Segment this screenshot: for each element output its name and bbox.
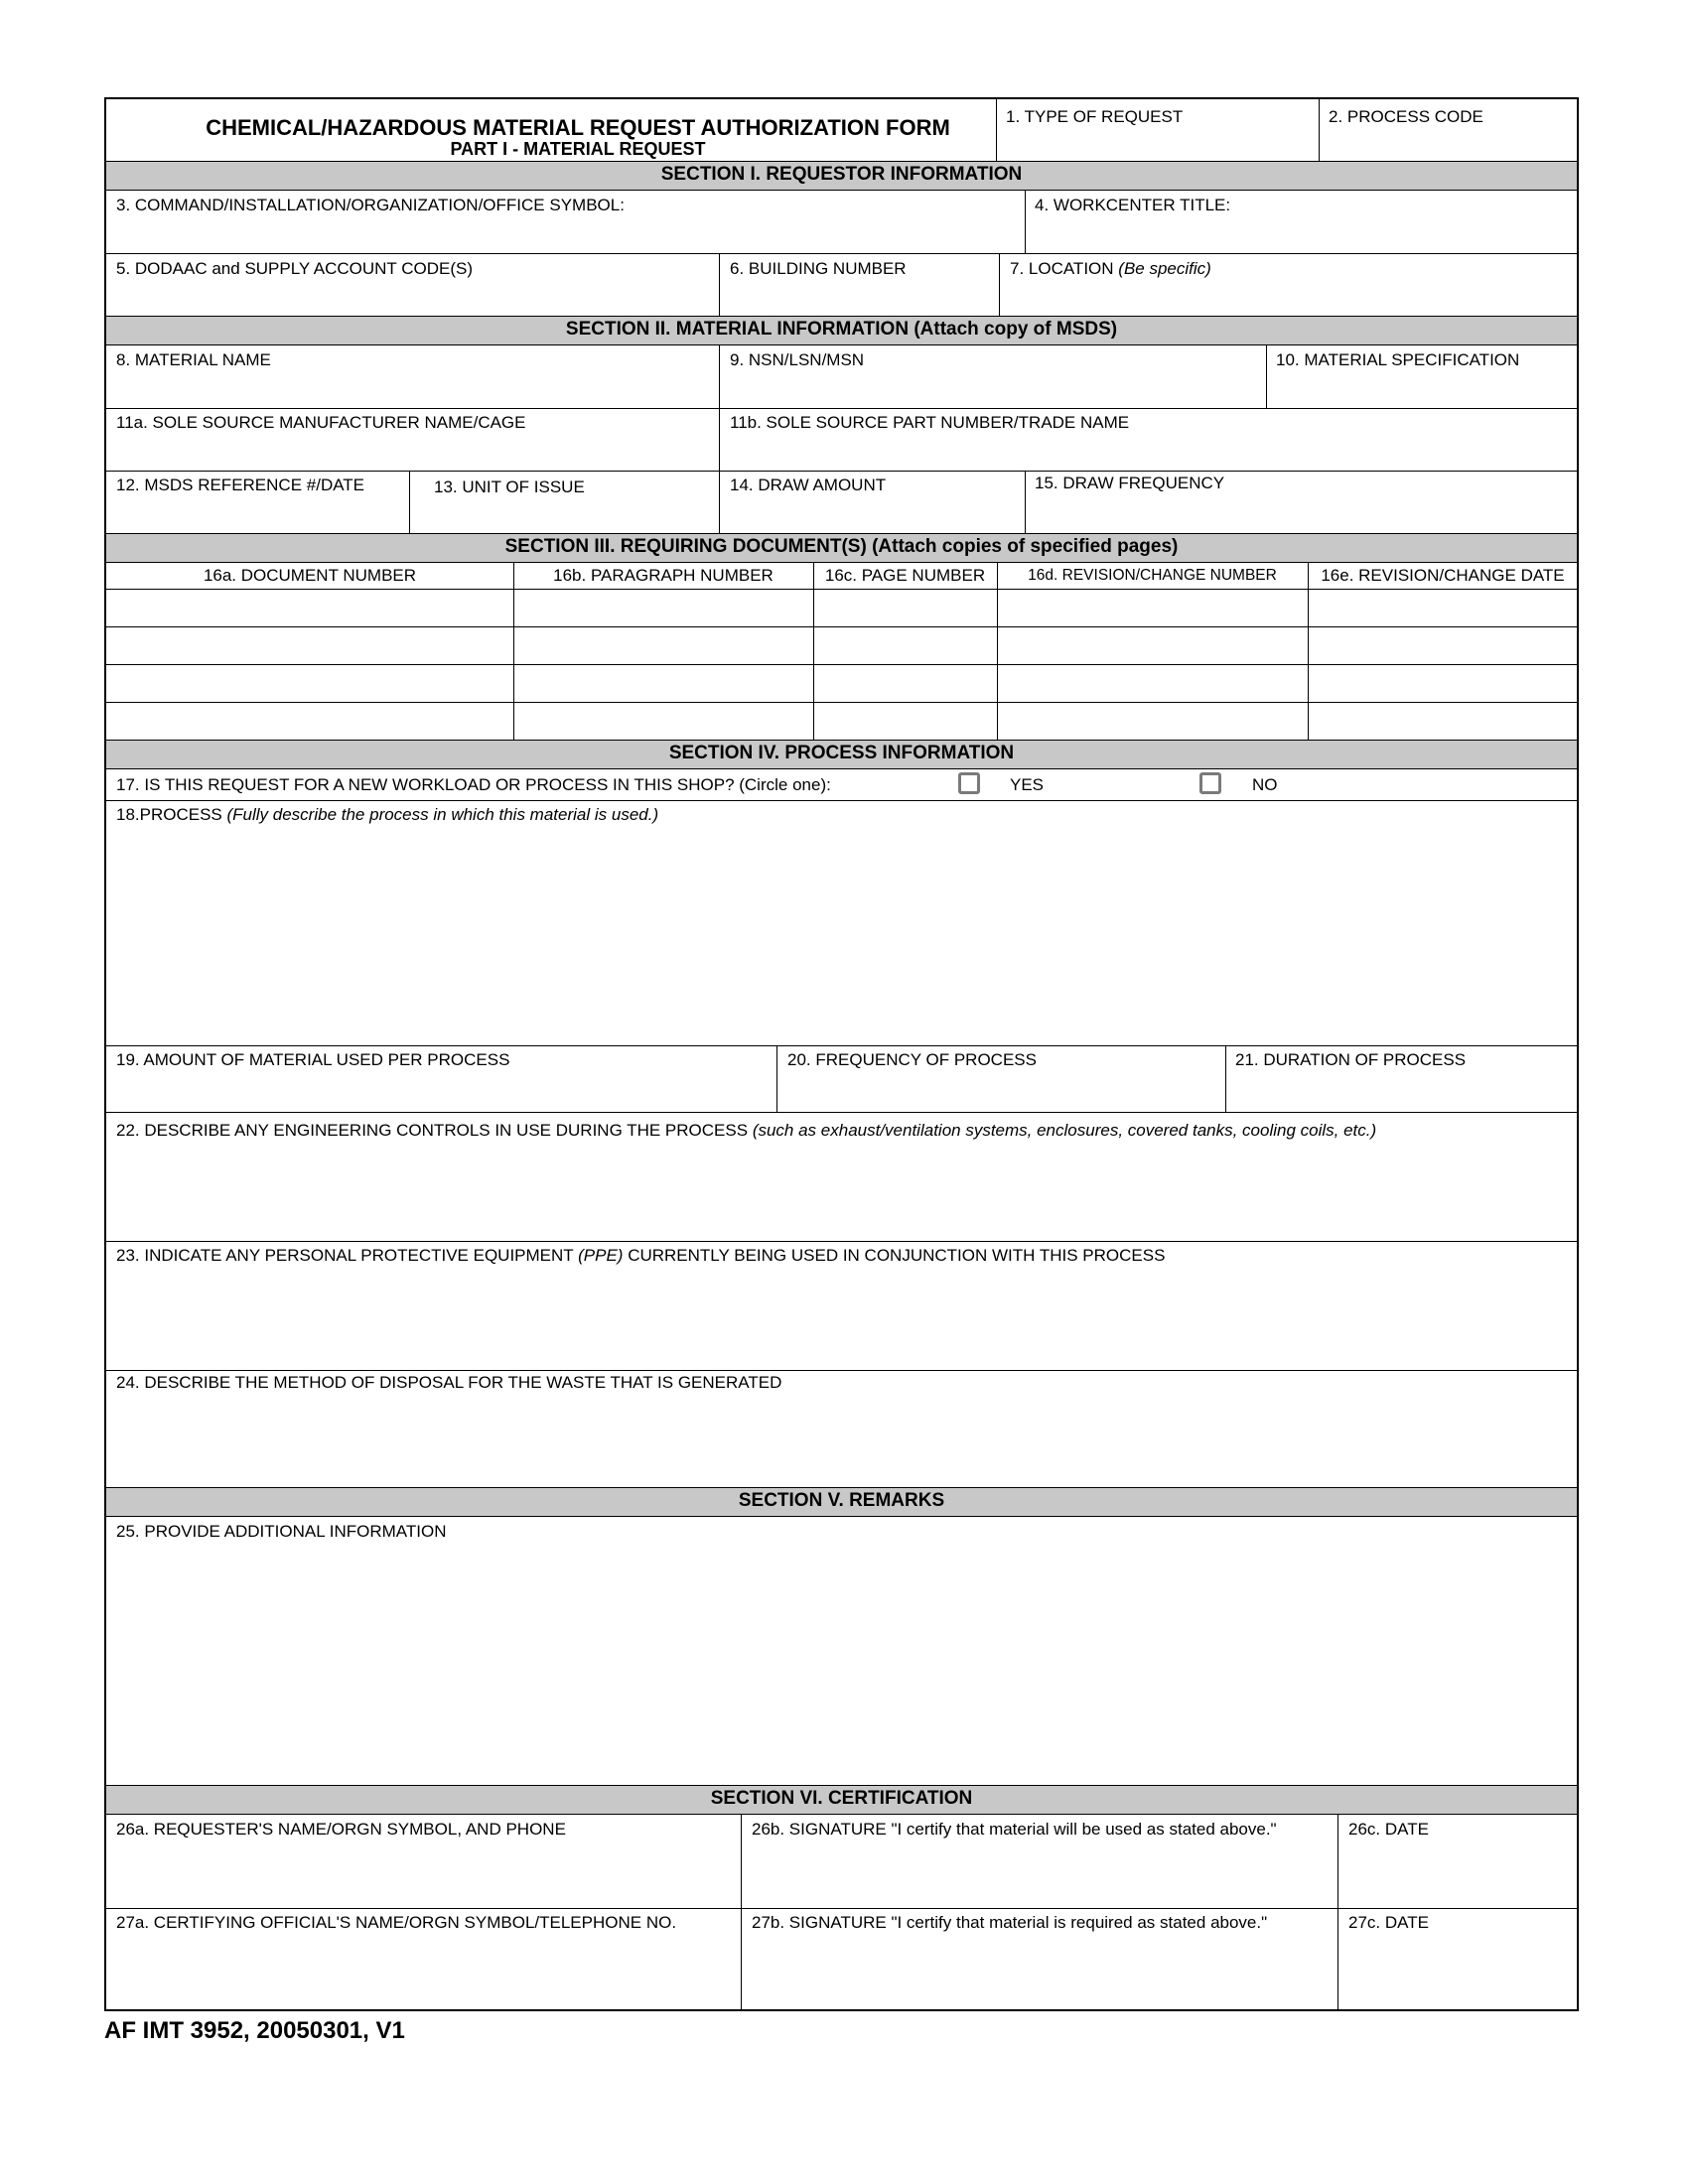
dodaac-label: 5. DODAAC and SUPPLY ACCOUNT CODE(S) [116,259,473,278]
material-name-label: 8. MATERIAL NAME [116,350,271,369]
no-label: NO [1252,775,1278,794]
request-form [104,97,1579,2011]
workcenter-field[interactable] [1028,218,1574,250]
divider [106,408,1577,409]
process-code-label: 2. PROCESS CODE [1329,107,1483,126]
requester-name-field[interactable] [108,1843,738,1905]
q17-label: 17. IS THIS REQUEST FOR A NEW WORKLOAD OR PROCESS IN THIS SHOP? (Circle one): [116,775,831,794]
q22-label [116,1121,1376,1141]
type-of-request-field[interactable] [998,129,1316,159]
doc-cell[interactable] [1310,704,1574,739]
divider [106,800,1577,801]
material-spec-field[interactable] [1269,373,1574,405]
process-description-field[interactable] [108,829,1574,1042]
additional-info-field[interactable] [108,1545,1574,1783]
q19-label: 19. AMOUNT OF MATERIAL USED PER PROCESS [116,1050,510,1069]
location-note: (Be specific) [1118,259,1211,278]
divider [813,563,814,740]
divider [719,408,720,471]
workcenter-label: 4. WORKCENTER TITLE: [1035,196,1231,214]
divider [106,1908,1577,1909]
material-spec-label: 10. MATERIAL SPECIFICATION [1276,350,1520,369]
q26a-label: 26a. REQUESTER'S NAME/ORGN SYMBOL, AND PHONE [116,1820,566,1839]
divider [513,563,514,740]
requester-date-field[interactable] [1340,1843,1574,1905]
draw-amount-label: 14. DRAW AMOUNT [730,476,887,494]
divider [106,1045,1577,1046]
doc-cell[interactable] [999,704,1306,739]
doc-cell[interactable] [1310,666,1574,701]
q23-label-b: (PPE) [578,1246,624,1265]
divider [999,253,1000,316]
doc-cell[interactable] [815,628,995,663]
divider [106,471,1577,472]
ppe-field[interactable] [108,1270,1574,1367]
q22-note: (such as exhaust/ventilation systems, enclosures, covered tanks, cooling coils, etc.) [752,1121,1377,1140]
col-revision-date: 16e. REVISION/CHANGE DATE [1321,566,1565,585]
section-5-heading: SECTION V. REMARKS [106,1487,1577,1517]
manufacturer-field[interactable] [108,436,716,468]
q20-label: 20. FREQUENCY OF PROCESS [787,1050,1037,1069]
section-6-heading: SECTION VI. CERTIFICATION [106,1785,1577,1815]
divider [106,253,1577,254]
divider [741,1815,742,2009]
q24-label: 24. DESCRIBE THE METHOD OF DISPOSAL FOR THE WASTE THAT IS GENERATED [116,1373,782,1392]
q26c-label: 26c. DATE [1348,1820,1429,1839]
doc-cell[interactable] [1310,591,1574,625]
q26b-label: 26b. SIGNATURE "I certify that material will be used as stated above." [752,1820,1277,1839]
engineering-controls-field[interactable] [108,1147,1574,1238]
official-signature-field[interactable] [744,1936,1335,2007]
doc-cell[interactable] [108,628,511,663]
q23-label-c: CURRENTLY BEING USED IN CONJUNCTION WITH THIS PROCESS [628,1246,1166,1265]
q18-label-text: 18.PROCESS [116,805,222,824]
q18-label [116,805,658,825]
type-of-request-label: 1. TYPE OF REQUEST [1006,107,1184,126]
doc-cell[interactable] [999,628,1306,663]
location-label [1010,259,1211,279]
draw-frequency-label: 15. DRAW FREQUENCY [1035,474,1225,492]
part-number-label: 11b. SOLE SOURCE PART NUMBER/TRADE NAME [730,413,1130,432]
doc-cell[interactable] [515,628,811,663]
q23-label-a: 23. INDICATE ANY PERSONAL PROTECTIVE EQUIPMENT [116,1246,574,1265]
doc-cell[interactable] [999,591,1306,625]
divider [1319,99,1320,161]
msds-ref-field[interactable] [108,498,406,530]
form-subtitle: PART I - MATERIAL REQUEST [450,139,706,159]
divider [106,626,1577,627]
draw-amount-field[interactable] [722,498,1023,530]
doc-cell[interactable] [515,666,811,701]
q22-label-text: 22. DESCRIBE ANY ENGINEERING CONTROLS IN USE DURING THE PROCESS [116,1121,749,1140]
yes-checkbox[interactable] [958,772,980,794]
divider [106,1370,1577,1371]
q23-label [116,1246,1165,1266]
draw-frequency-field[interactable] [1028,496,1574,530]
divider [106,1112,1577,1113]
doc-cell[interactable] [108,666,511,701]
duration-field[interactable] [1228,1073,1574,1110]
part-number-field[interactable] [722,436,1574,468]
divider [106,664,1577,665]
divider [1308,563,1309,740]
building-field[interactable] [722,282,996,314]
amount-per-process-field[interactable] [108,1073,774,1110]
doc-cell[interactable] [515,591,811,625]
location-label-text: 7. LOCATION [1010,259,1114,278]
divider [106,589,1577,590]
col-page-number: 16c. PAGE NUMBER [824,566,986,585]
doc-cell[interactable] [1310,628,1574,663]
q27a-label: 27a. CERTIFYING OFFICIAL'S NAME/ORGN SYMBOL/TELEPHONE NO. [116,1913,677,1932]
section-4-heading: SECTION IV. PROCESS INFORMATION [106,740,1577,769]
official-name-field[interactable] [108,1936,738,2007]
q27b-label: 27b. SIGNATURE "I certify that material is required as stated above." [752,1913,1268,1932]
process-code-field[interactable] [1321,129,1574,159]
divider [1025,191,1026,253]
col-paragraph-number: 16b. PARAGRAPH NUMBER [553,566,774,585]
command-field[interactable] [108,218,1022,250]
requester-signature-field[interactable] [744,1843,1335,1905]
no-checkbox[interactable] [1199,772,1221,794]
divider [719,471,720,533]
location-field[interactable] [1002,282,1574,314]
divider [719,253,720,316]
official-date-field[interactable] [1340,1936,1574,2007]
divider [997,563,998,740]
divider [1225,1045,1226,1112]
col-revision-number: 16d. REVISION/CHANGE NUMBER [1028,567,1277,584]
disposal-field[interactable] [108,1396,1574,1484]
form-title: CHEMICAL/HAZARDOUS MATERIAL REQUEST AUTHORIZATION FORM [206,115,950,140]
doc-cell[interactable] [999,666,1306,701]
doc-cell[interactable] [815,591,995,625]
divider [106,1241,1577,1242]
dodaac-field[interactable] [108,282,716,314]
manufacturer-label: 11a. SOLE SOURCE MANUFACTURER NAME/CAGE [116,413,526,432]
q25-label: 25. PROVIDE ADDITIONAL INFORMATION [116,1522,447,1541]
section-3-heading: SECTION III. REQUIRING DOCUMENT(S) (Attach copies of specified pages) [106,533,1577,563]
command-label: 3. COMMAND/INSTALLATION/ORGANIZATION/OFFICE SYMBOL: [116,196,625,214]
q18-note: (Fully describe the process in which this material is used.) [226,805,659,824]
section-2-heading: SECTION II. MATERIAL INFORMATION (Attach copy of MSDS) [106,316,1577,345]
section-1-heading: SECTION I. REQUESTOR INFORMATION [106,161,1577,191]
unit-issue-label: 13. UNIT OF ISSUE [434,478,585,496]
divider [409,471,410,533]
divider [719,345,720,408]
divider [1337,1815,1338,2009]
doc-cell[interactable] [815,666,995,701]
divider [1025,471,1026,533]
msds-ref-label: 12. MSDS REFERENCE #/DATE [116,476,365,494]
material-name-field[interactable] [108,373,716,405]
doc-cell[interactable] [108,704,511,739]
doc-cell[interactable] [108,591,511,625]
divider [776,1045,777,1112]
building-label: 6. BUILDING NUMBER [730,259,907,278]
divider [106,702,1577,703]
frequency-field[interactable] [779,1073,1222,1110]
divider [1266,345,1267,408]
nsn-field[interactable] [722,373,1263,405]
col-document-number: 16a. DOCUMENT NUMBER [203,566,417,585]
form-footer: AF IMT 3952, 20050301, V1 [104,2017,405,2044]
doc-cell[interactable] [815,704,995,739]
nsn-label: 9. NSN/LSN/MSN [730,350,865,369]
q27c-label: 27c. DATE [1348,1913,1429,1932]
unit-issue-field[interactable] [412,500,716,530]
q21-label: 21. DURATION OF PROCESS [1235,1050,1467,1069]
doc-cell[interactable] [515,704,811,739]
yes-label: YES [1010,775,1045,794]
divider [996,99,997,161]
